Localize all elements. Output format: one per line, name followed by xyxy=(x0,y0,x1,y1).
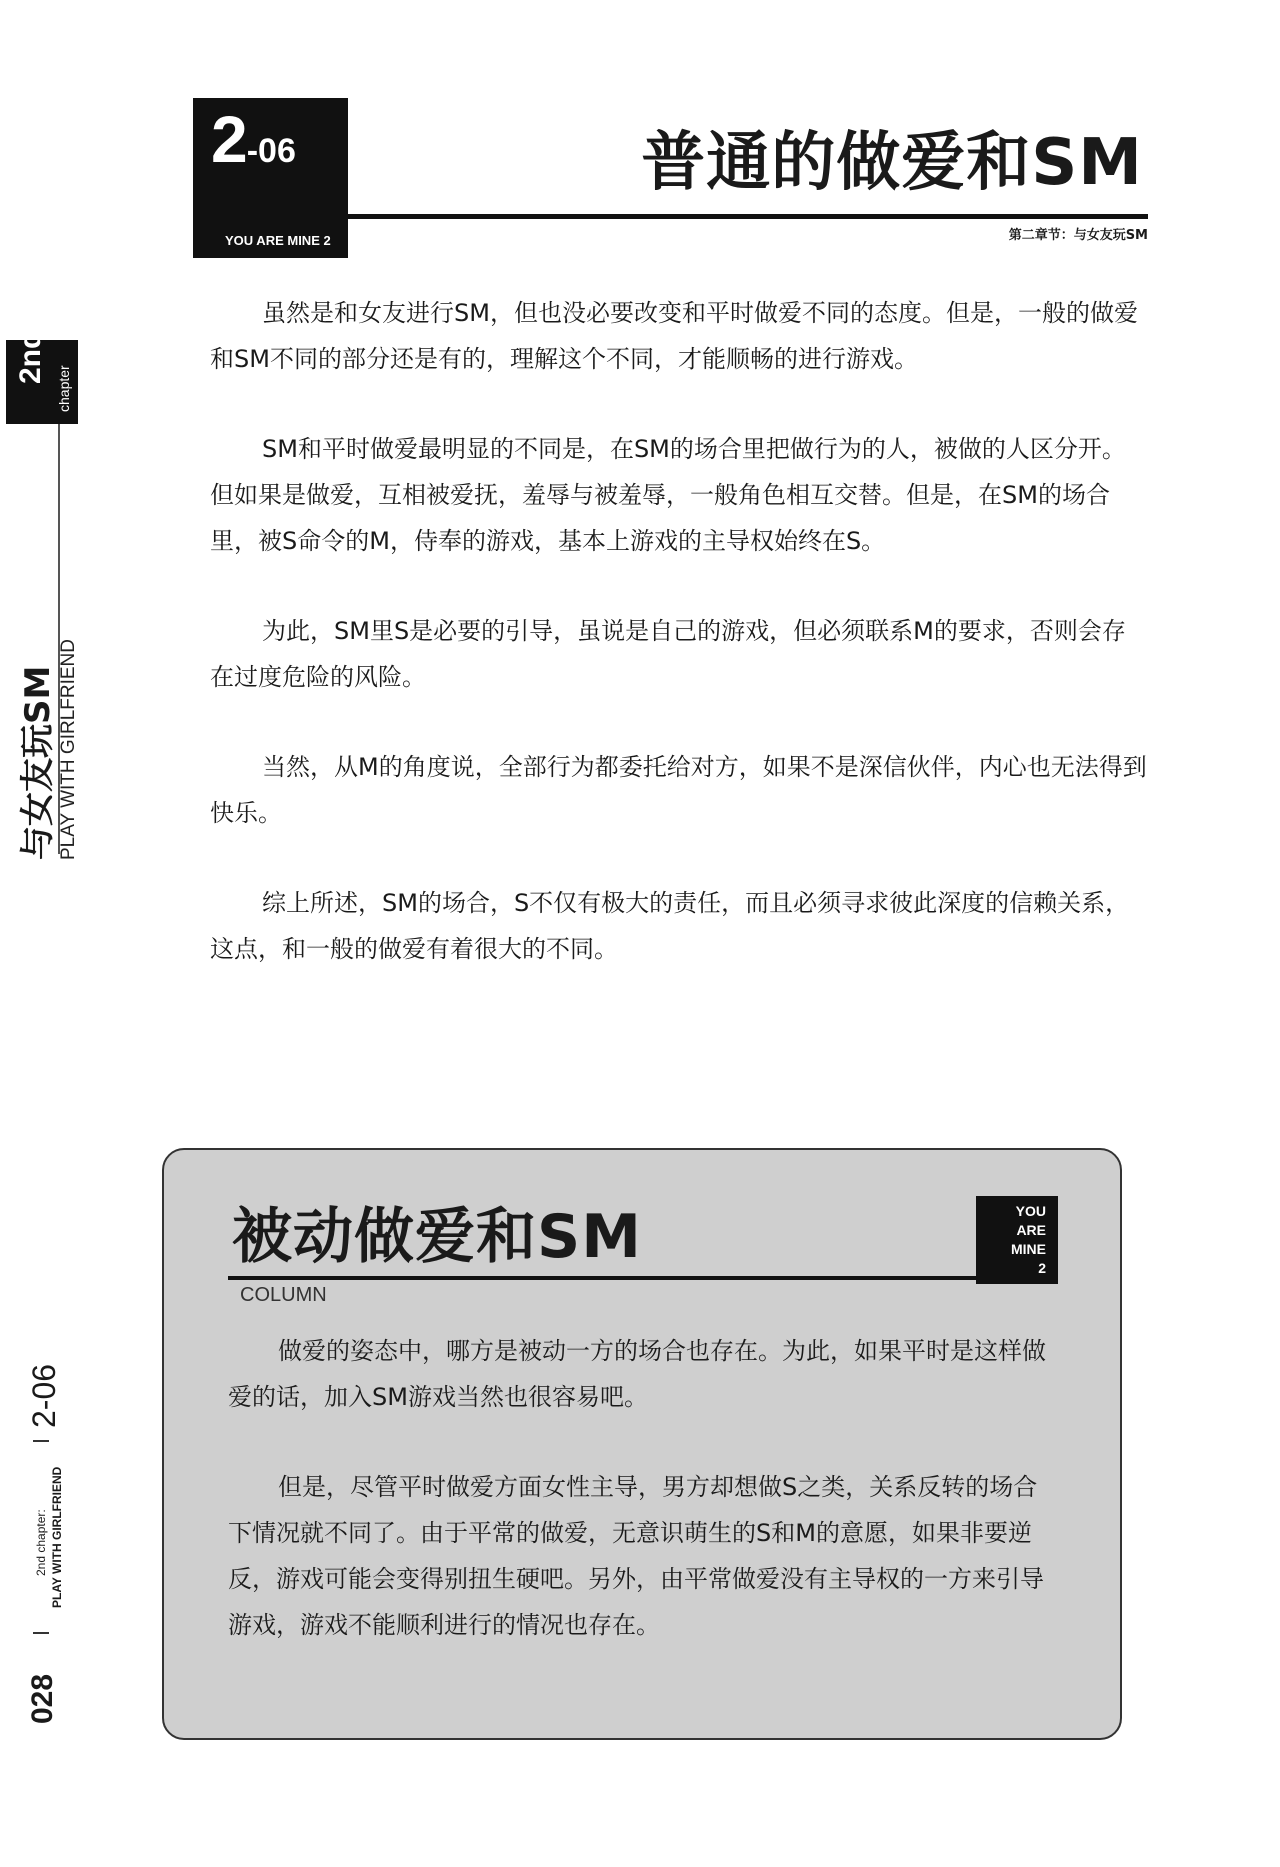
body-paragraph: 为此，SM里S是必要的引导，虽说是自己的游戏，但必须联系M的要求，否则会存在过度危险的风险。 xyxy=(210,617,1126,691)
column-body xyxy=(228,1328,1058,1692)
column-badge-line: YOU xyxy=(1015,1203,1046,1219)
footer-section-code: 2-06 xyxy=(26,1363,62,1428)
section-number: 2-06 xyxy=(211,102,296,176)
body-paragraph: 虽然是和女友进行SM，但也没必要改变和平时做爱不同的态度。但是，一般的做爱和SM不同的部分还是有的，理解这个不同，才能顺畅的进行游戏。 xyxy=(210,299,1138,373)
column-badge xyxy=(976,1196,1058,1284)
side-title-cn: 与女友玩SM xyxy=(18,665,58,860)
column-badge-line: MINE xyxy=(1011,1241,1046,1257)
chapter-tab-number: 2nd xyxy=(14,330,47,384)
badge-subtitle: YOU ARE MINE 2 xyxy=(225,233,331,248)
footer-chapter-line: 2nd chapter: xyxy=(34,1509,48,1576)
column-divider xyxy=(228,1276,988,1280)
body-paragraph: 综上所述，SM的场合，S不仅有极大的责任，而且必须寻求彼此深度的信赖关系，这点，和一般的做爱有着很大的不同。 xyxy=(210,889,1130,963)
column-paragraph: 但是，尽管平时做爱方面女性主导，男方却想做S之类，关系反转的场合下情况就不同了。由于平常的做爱，无意识萌生的S和M的意愿，如果非要逆反，游戏可能会变得别扭生硬吧。另外，由平常做爱没有主导权的一方来引导游戏，游戏不能顺利进行的情况也存在。 xyxy=(228,1473,1044,1639)
column-label: COLUMN xyxy=(240,1284,327,1306)
body-paragraph: SM和平时做爱最明显的不同是，在SM的场合里把做行为的人，被做的人区分开。但如果是做爱，互相被爱抚，羞辱与被羞辱，一般角色相互交替。但是，在SM的场合里，被S命令的M，侍奉的游戏，基本上游戏的主导权始终在S。 xyxy=(210,435,1126,555)
title-divider xyxy=(348,214,1148,219)
column-paragraph: 做爱的姿态中，哪方是被动一方的场合也存在。为此，如果平时是这样做爱的话，加入SM游戏当然也很容易吧。 xyxy=(228,1337,1046,1411)
chapter-badge xyxy=(193,98,348,258)
article-body xyxy=(210,290,1148,1016)
body-paragraph: 当然，从M的角度说，全部行为都委托给对方，如果不是深信伙伴，内心也无法得到快乐。 xyxy=(210,753,1147,827)
footer-chapter-line: PLAY WITH GIRLFRIEND xyxy=(50,1466,64,1608)
page-number: 028 xyxy=(26,1673,59,1724)
page-title: 普通的做爱和SM xyxy=(641,126,1143,200)
side-title-en: PLAY WITH GIRLFRIEND xyxy=(58,639,79,860)
column-badge-line: 2 xyxy=(1038,1260,1046,1276)
chapter-tab-word: chapter xyxy=(56,365,72,412)
column-title: 被动做爱和SM xyxy=(232,1202,642,1272)
section-label: 第二章节：与女友玩SM xyxy=(1008,228,1148,243)
footer-divider xyxy=(33,1440,49,1442)
footer-divider xyxy=(33,1632,49,1634)
column-box xyxy=(162,1148,1122,1740)
column-badge-line: ARE xyxy=(1016,1222,1046,1238)
chapter-tab xyxy=(6,330,78,424)
